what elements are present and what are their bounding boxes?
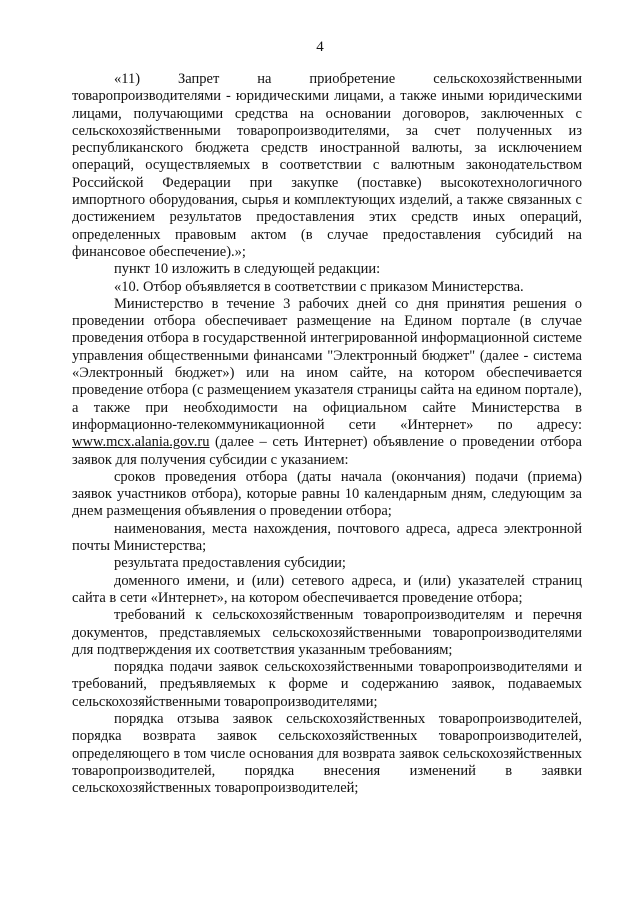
paragraph-point-10-intro: пункт 10 изложить в следующей редакции:: [114, 261, 381, 278]
paragraph-ministry-announcement: [72, 296, 582, 469]
announcement-text-before: Министерство в течение 3 рабочих дней со дня принятия решения о проведении отбора обеспечивает размещение на Едином портале (в случае проведения отбора в государственной интегрированной информационной системе управления общественными финансами "Электронный бюджет" (далее - система «Электронный бюджет») или на ином сайте, на котором обеспечивается проведение отбора (с размещением указателя страницы сайта на едином портале), а также при необходимости на официальном сайте Министерства в информационно-телекоммуникационной сети «Интернет» по адресу:: [72, 295, 582, 433]
paragraph-point-10-selection: «10. Отбор объявляется в соответствии с приказом Министерства.: [114, 278, 524, 295]
paragraph-application-withdrawal: порядка отзыва заявок сельскохозяйственных товаропроизводителей, порядка возврата заявок сельскохозяйственных товаропроизводителей, определяющего в том числе основания для возврата заявок сельскохозяйственных товаропроизводителей, порядка внесения изменений в заявки сельскохозяйственных товаропроизводителей;: [72, 710, 582, 797]
paragraph-requirements: требований к сельскохозяйственным товаропроизводителям и перечня документов, представляемых сельскохозяйственными товаропроизводителями для подтверждения их соответствия указанным требованиям;: [72, 607, 582, 658]
page-number: 4: [316, 39, 324, 55]
paragraph-ministry-address: наименования, места нахождения, почтового адреса, адреса электронной почты Министерства;: [72, 520, 582, 555]
paragraph-application-order: порядка подачи заявок сельскохозяйственными товаропроизводителями и требований, предъявляемых к форме и содержанию заявок, подаваемых сельскохозяйственными товаропроизводителями;: [72, 659, 582, 710]
paragraph-domain-name: доменного имени, и (или) сетевого адреса, и (или) указателей страниц сайта в сети «Интернет», на котором обеспечивается проведение отбора;: [72, 572, 582, 606]
ministry-website-link[interactable]: www.mcx.alania.gov.ru: [72, 434, 210, 451]
document-body: [72, 71, 582, 797]
paragraph-selection-dates: сроков проведения отбора (даты начала (окончания) подачи (приема) заявок участников отбора), которые равны 10 календарным дням, следующим за днем размещения объявления о проведении отбора;: [72, 468, 582, 520]
announcement-text-after: (далее – сеть Интернет) объявление о проведении отбора заявок для получения субсидии с указанием:: [72, 434, 582, 468]
paragraph-subsidy-result: результата предоставления субсидии;: [114, 555, 346, 572]
paragraph-item-11-ban: «11) Запрет на приобретение сельскохозяйственными товаропроизводителями - юридическими лицами, а также иными юридическими лицами, получающими средства на основании договоров, заключенных с сельскохозяйственными товаропроизводителями, за счет полученных из республиканского бюджета средств иностранной валюты, за исключением операций, осуществляемых в соответствии с валютным законодательством Российской Федерации при закупке (поставке) высокотехнологичного импортного оборудования, сырья и комплектующих изделий, а также связанных с достижением результатов предоставления этих средств иных операций, определенных правовым актом (в случае предоставления субсидий на финансовое обеспечение).»;: [72, 71, 582, 260]
